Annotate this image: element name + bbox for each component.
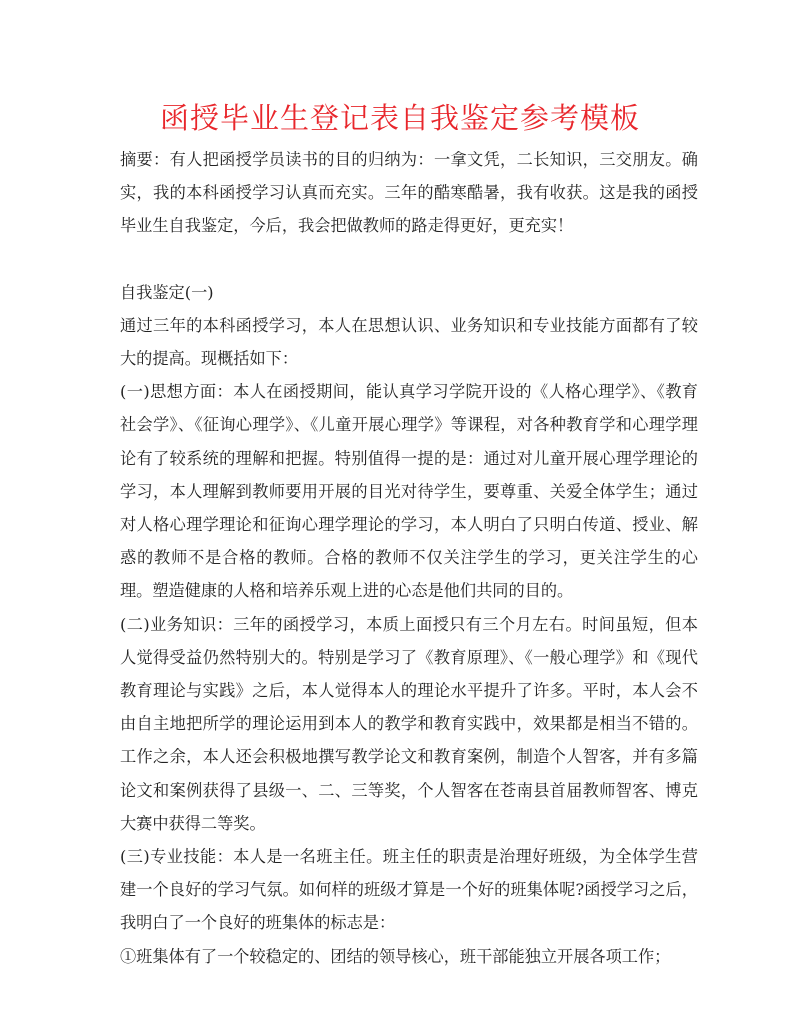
- document-title: 函授毕业生登记表自我鉴定参考模板: [159, 101, 640, 135]
- paragraph-business-knowledge: (二)业务知识：三年的函授学习，本质上面授只有三个月左右。时间虽短，但本人觉得受益仍然特别大的。特别是学习了《教育原理》、《一般心理学》和《现代教育理论与实践》之后，本人觉得本人的理论水平提升了许多。平时，本人会不由自主地把所学的理论运用到本人的教学和教育实践中，效果都是相当不错的。工作之余，本人还会积极地撰写教学论文和教育案例，制造个人智客，并有多篇论文和案例获得了县级一、二、三等奖，个人智客在苍南县首届教师智客、博克大赛中获得二等奖。: [120, 614, 698, 833]
- list-item-1: ①班集体有了一个较稳定的、团结的领导核心，班干部能独立开展各项工作；: [120, 946, 671, 966]
- section-heading: 自我鉴定(一): [120, 282, 214, 302]
- paragraph-professional-skills: (三)专业技能：本人是一名班主任。班主任的职责是治理好班级，为全体学生营建一个良好的学习气氛。如何样的班级才算是一个好的班集体呢?函授学习之后，我明白了一个良好的班集体的标志是：: [120, 847, 698, 933]
- abstract-paragraph: 摘要：有人把函授学员读书的目的归纳为：一拿文凭，二长知识，三交朋友。确实，我的本科函授学习认真而充实。三年的酷寒酷暑，我有收获。这是我的函授毕业生自我鉴定，今后，我会把做教师的路走得更好，更充实！: [120, 150, 698, 236]
- paragraph-thought: (一)思想方面：本人在函授期间，能认真学习学院开设的《人格心理学》、《教育社会学》、《征询心理学》、《儿童开展心理学》等课程，对各种教育学和心理学理论有了较系统的理解和把握。特别值得一提的是：通过对儿童开展心理学理论的学习，本人理解到教师要用开展的目光对待学生，要尊重、关爱全体学生；通过对人格心理学理论和征询心理学理论的学习，本人明白了只明白传道、授业、解惑的教师不是合格的教师。合格的教师不仅关注学生的学习，更关注学生的心理。塑造健康的人格和培养乐观上进的心态是他们共同的目的。: [120, 382, 698, 601]
- intro-paragraph: 通过三年的本科函授学习，本人在思想认识、业务知识和专业技能方面都有了较大的提高。现概括如下：: [120, 315, 698, 369]
- paragraph-spacer: [120, 243, 698, 276]
- document-body: [120, 143, 698, 973]
